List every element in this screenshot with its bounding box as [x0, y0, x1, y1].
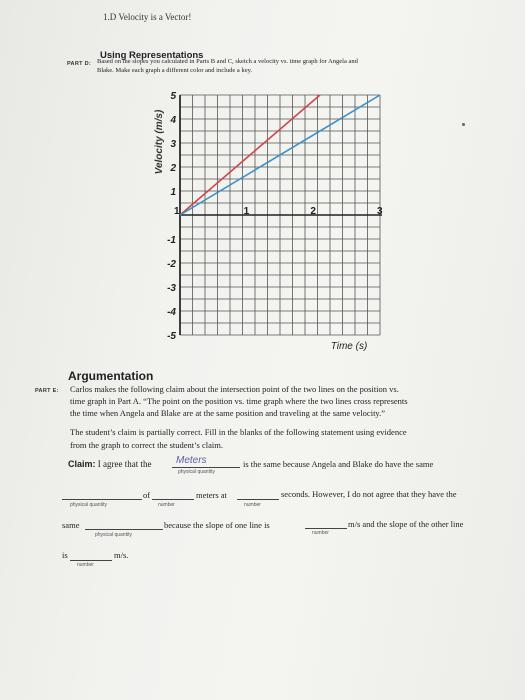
hint-number-1: number — [158, 502, 175, 508]
hint-number-3: number — [312, 530, 329, 536]
y-tick-label: 5 — [170, 91, 176, 102]
text-ms-end: m/s. — [114, 550, 129, 560]
text-ms-other: m/s and the slope of the other line — [348, 519, 464, 529]
instruction-line1: The student’s claim is partially correct. Fill in the blanks of the following statement using evidence — [70, 427, 407, 437]
x-tick-label: 1 — [243, 206, 250, 217]
part-d-label: PART D: — [67, 61, 91, 67]
y-tick-label: 2 — [170, 163, 176, 174]
blank-number-1[interactable] — [152, 490, 194, 500]
hint-physical-quantity-2: physical quantity — [70, 502, 107, 508]
hint-physical-quantity-3: physical quantity — [95, 532, 132, 538]
text-meters-at: meters at — [196, 490, 227, 500]
part-e-label: PART E: — [35, 388, 59, 394]
y-tick-label: -3 — [167, 283, 176, 294]
claim-text-1: I agree that the — [97, 459, 152, 469]
y-tick-label: -2 — [167, 259, 176, 270]
text-same: same — [62, 520, 80, 530]
claim-text-2: is the same because Angela and Blake do have the same — [243, 459, 434, 469]
section-title-representations: Using Representations — [100, 50, 204, 61]
instruction-line2: from the graph to correct the student’s claim. — [70, 440, 223, 450]
blank-number-3[interactable] — [305, 519, 347, 529]
blank-number-2[interactable] — [237, 490, 279, 500]
text-of: of — [143, 490, 151, 500]
part-e-line1: Carlos makes the following claim about the intersection point of the two lines on the position vs. — [70, 384, 399, 394]
y-tick-label: 4 — [170, 115, 176, 126]
blank-physical-quantity-3[interactable] — [85, 520, 163, 530]
hint-physical-quantity-1: physical quantity — [178, 469, 215, 475]
origin-tick-mark: 1 — [174, 206, 180, 217]
graph-grid — [180, 95, 382, 335]
y-tick-label: -1 — [167, 235, 176, 246]
y-tick-label: -4 — [167, 307, 176, 318]
hint-number-2: number — [244, 502, 261, 508]
y-tick-label: -5 — [167, 331, 176, 342]
page-header: 1.D Velocity is a Vector! — [103, 12, 192, 22]
y-tick-label: 3 — [170, 139, 176, 150]
part-e-line2: time graph in Part A. “The point on the position vs. time graph where the two lines cross represents — [70, 396, 408, 406]
part-e-line3: the time when Angela and Blake are at the same position and traveling at the same velocity.” — [70, 408, 386, 418]
hint-number-4: number — [77, 562, 94, 568]
blank-physical-quantity-2[interactable] — [62, 490, 142, 500]
section-title-argumentation: Argumentation — [68, 369, 154, 383]
y-axis-label: Velocity (m/s) — [154, 109, 165, 175]
x-tick-label: 2 — [310, 206, 316, 217]
part-d-text-line2: Blake. Make each graph a different color and include a key. — [97, 67, 253, 74]
part-d-text-line1: Based on the slopes you calculated in Parts B and C, sketch a velocity vs. time graph for Angela and — [97, 58, 358, 65]
stray-mark — [462, 123, 465, 126]
claim-label: Claim: — [68, 459, 96, 469]
text-seconds: seconds. However, I do not agree that they have the — [281, 489, 457, 499]
blank-number-4[interactable] — [70, 551, 112, 561]
y-tick-label: 1 — [170, 187, 176, 198]
x-axis-label: Time (s) — [330, 341, 368, 352]
text-is: is — [62, 550, 68, 560]
text-because: because the slope of one line is — [164, 520, 270, 530]
x-tick-label: 3 — [377, 206, 383, 217]
handwritten-answer: Meters — [176, 455, 207, 466]
